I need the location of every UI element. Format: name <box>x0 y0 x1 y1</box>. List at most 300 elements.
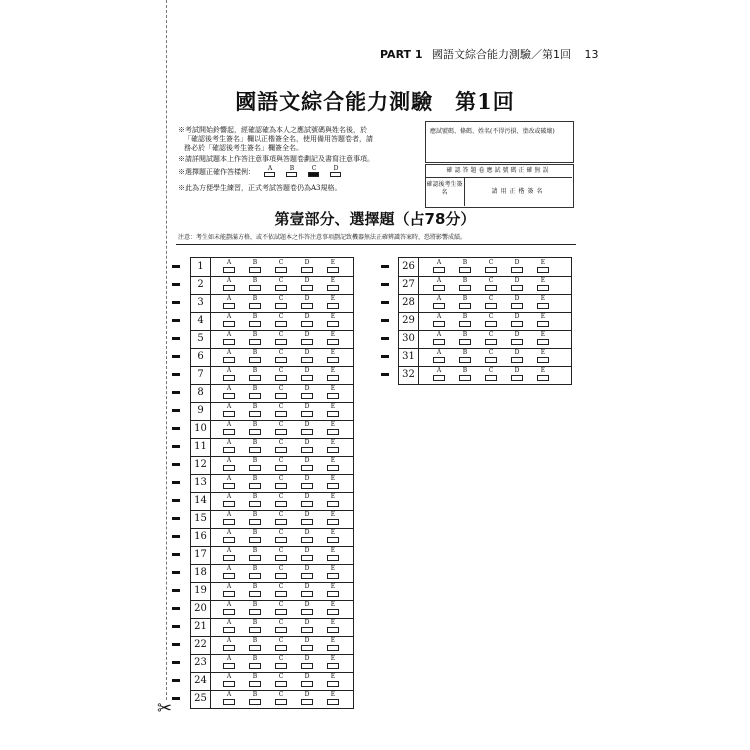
answer-bubble[interactable] <box>459 375 471 381</box>
answer-bubble[interactable] <box>249 303 261 309</box>
answer-bubble[interactable] <box>433 267 445 273</box>
answer-bubble[interactable] <box>327 591 339 597</box>
answer-option-b[interactable] <box>247 368 263 381</box>
answer-option-b[interactable] <box>247 422 263 435</box>
answer-bubble[interactable] <box>433 375 445 381</box>
answer-bubble[interactable] <box>275 339 287 345</box>
answer-bubble[interactable] <box>301 303 313 309</box>
answer-bubble[interactable] <box>485 375 497 381</box>
answer-bubble[interactable] <box>327 537 339 543</box>
answer-option-e[interactable] <box>325 332 341 345</box>
answer-bubble[interactable] <box>301 627 313 633</box>
answer-bubble[interactable] <box>301 321 313 327</box>
answer-option-d[interactable] <box>299 602 315 615</box>
answer-bubble[interactable] <box>223 321 235 327</box>
answer-option-a[interactable] <box>221 584 237 597</box>
answer-bubble[interactable] <box>327 429 339 435</box>
answer-bubble[interactable] <box>327 501 339 507</box>
answer-bubble[interactable] <box>275 519 287 525</box>
answer-option-c[interactable] <box>273 440 289 453</box>
answer-bubble[interactable] <box>249 267 261 273</box>
answer-option-d[interactable] <box>299 692 315 705</box>
answer-option-e[interactable] <box>325 350 341 363</box>
answer-option-d[interactable] <box>509 368 525 381</box>
answer-option-c[interactable] <box>273 386 289 399</box>
answer-bubble[interactable] <box>537 375 549 381</box>
answer-option-e[interactable] <box>325 296 341 309</box>
answer-bubble[interactable] <box>223 645 235 651</box>
answer-option-c[interactable] <box>273 296 289 309</box>
answer-option-c[interactable] <box>273 404 289 417</box>
answer-bubble[interactable] <box>275 483 287 489</box>
answer-bubble[interactable] <box>301 609 313 615</box>
answer-option-a[interactable] <box>221 674 237 687</box>
answer-bubble[interactable] <box>249 537 261 543</box>
answer-bubble[interactable] <box>275 609 287 615</box>
answer-bubble[interactable] <box>301 519 313 525</box>
answer-bubble[interactable] <box>301 573 313 579</box>
answer-option-c[interactable] <box>273 314 289 327</box>
answer-bubble[interactable] <box>327 285 339 291</box>
answer-option-b[interactable] <box>457 296 473 309</box>
answer-bubble[interactable] <box>537 321 549 327</box>
answer-option-a[interactable] <box>221 548 237 561</box>
answer-option-c[interactable] <box>273 332 289 345</box>
answer-option-a[interactable] <box>221 476 237 489</box>
answer-bubble[interactable] <box>275 645 287 651</box>
answer-bubble[interactable] <box>301 285 313 291</box>
answer-option-d[interactable] <box>299 530 315 543</box>
answer-bubble[interactable] <box>223 573 235 579</box>
answer-bubble[interactable] <box>301 447 313 453</box>
answer-bubble[interactable] <box>249 681 261 687</box>
answer-bubble[interactable] <box>223 267 235 273</box>
answer-option-e[interactable] <box>325 692 341 705</box>
answer-option-a[interactable] <box>221 260 237 273</box>
answer-option-b[interactable] <box>247 278 263 291</box>
answer-option-a[interactable] <box>431 260 447 273</box>
answer-bubble[interactable] <box>223 627 235 633</box>
answer-bubble[interactable] <box>275 681 287 687</box>
answer-option-b[interactable] <box>457 260 473 273</box>
answer-option-e[interactable] <box>535 368 551 381</box>
answer-bubble[interactable] <box>433 339 445 345</box>
answer-bubble[interactable] <box>223 555 235 561</box>
answer-bubble[interactable] <box>249 411 261 417</box>
answer-bubble[interactable] <box>485 357 497 363</box>
answer-bubble[interactable] <box>301 267 313 273</box>
answer-option-e[interactable] <box>325 386 341 399</box>
answer-option-c[interactable] <box>273 638 289 651</box>
answer-option-c[interactable] <box>483 350 499 363</box>
answer-option-d[interactable] <box>299 350 315 363</box>
answer-option-e[interactable] <box>325 404 341 417</box>
answer-option-c[interactable] <box>483 368 499 381</box>
answer-option-c[interactable] <box>273 692 289 705</box>
answer-bubble[interactable] <box>327 375 339 381</box>
answer-bubble[interactable] <box>223 663 235 669</box>
answer-option-b[interactable] <box>457 368 473 381</box>
answer-option-a[interactable] <box>221 458 237 471</box>
answer-option-d[interactable] <box>299 296 315 309</box>
answer-option-d[interactable] <box>299 386 315 399</box>
answer-bubble[interactable] <box>301 501 313 507</box>
answer-bubble[interactable] <box>249 699 261 705</box>
answer-bubble[interactable] <box>485 267 497 273</box>
answer-bubble[interactable] <box>275 447 287 453</box>
answer-option-c[interactable] <box>273 512 289 525</box>
answer-bubble[interactable] <box>223 411 235 417</box>
answer-option-a[interactable] <box>431 350 447 363</box>
answer-bubble[interactable] <box>275 375 287 381</box>
answer-option-b[interactable] <box>247 656 263 669</box>
answer-bubble[interactable] <box>327 465 339 471</box>
answer-bubble[interactable] <box>223 375 235 381</box>
answer-bubble[interactable] <box>433 321 445 327</box>
answer-bubble[interactable] <box>275 555 287 561</box>
answer-option-d[interactable] <box>299 368 315 381</box>
answer-option-e[interactable] <box>325 476 341 489</box>
answer-option-c[interactable] <box>273 458 289 471</box>
answer-option-e[interactable] <box>325 440 341 453</box>
answer-option-c[interactable] <box>273 368 289 381</box>
answer-bubble[interactable] <box>275 537 287 543</box>
answer-option-c[interactable] <box>483 314 499 327</box>
answer-bubble[interactable] <box>327 483 339 489</box>
answer-bubble[interactable] <box>275 501 287 507</box>
answer-bubble[interactable] <box>511 321 523 327</box>
answer-option-d[interactable] <box>509 314 525 327</box>
answer-bubble[interactable] <box>249 627 261 633</box>
answer-option-b[interactable] <box>247 404 263 417</box>
answer-bubble[interactable] <box>327 411 339 417</box>
answer-option-b[interactable] <box>457 350 473 363</box>
answer-bubble[interactable] <box>249 447 261 453</box>
answer-option-c[interactable] <box>483 260 499 273</box>
answer-bubble[interactable] <box>223 699 235 705</box>
answer-bubble[interactable] <box>301 483 313 489</box>
answer-option-c[interactable] <box>273 584 289 597</box>
answer-bubble[interactable] <box>223 483 235 489</box>
answer-option-b[interactable] <box>247 548 263 561</box>
answer-option-c[interactable] <box>273 260 289 273</box>
answer-bubble[interactable] <box>485 321 497 327</box>
answer-option-d[interactable] <box>299 440 315 453</box>
answer-bubble[interactable] <box>433 303 445 309</box>
answer-option-d[interactable] <box>299 494 315 507</box>
answer-option-c[interactable] <box>273 656 289 669</box>
answer-option-b[interactable] <box>247 692 263 705</box>
answer-bubble[interactable] <box>537 267 549 273</box>
answer-option-a[interactable] <box>221 620 237 633</box>
answer-option-d[interactable] <box>299 584 315 597</box>
answer-option-a[interactable] <box>221 602 237 615</box>
answer-bubble[interactable] <box>223 537 235 543</box>
answer-bubble[interactable] <box>327 339 339 345</box>
answer-option-b[interactable] <box>247 350 263 363</box>
answer-bubble[interactable] <box>485 285 497 291</box>
answer-option-a[interactable] <box>221 656 237 669</box>
answer-bubble[interactable] <box>249 609 261 615</box>
answer-option-b[interactable] <box>457 314 473 327</box>
answer-option-b[interactable] <box>247 512 263 525</box>
answer-bubble[interactable] <box>249 501 261 507</box>
answer-option-c[interactable] <box>483 278 499 291</box>
answer-option-c[interactable] <box>273 494 289 507</box>
answer-option-a[interactable] <box>431 296 447 309</box>
answer-option-c[interactable] <box>273 530 289 543</box>
answer-option-b[interactable] <box>457 332 473 345</box>
answer-bubble[interactable] <box>327 267 339 273</box>
answer-bubble[interactable] <box>223 303 235 309</box>
answer-bubble[interactable] <box>301 393 313 399</box>
answer-option-e[interactable] <box>325 260 341 273</box>
answer-bubble[interactable] <box>485 339 497 345</box>
answer-bubble[interactable] <box>459 285 471 291</box>
answer-bubble[interactable] <box>249 519 261 525</box>
answer-option-e[interactable] <box>535 332 551 345</box>
answer-bubble[interactable] <box>249 645 261 651</box>
answer-bubble[interactable] <box>249 339 261 345</box>
answer-option-d[interactable] <box>299 638 315 651</box>
answer-bubble[interactable] <box>275 573 287 579</box>
answer-bubble[interactable] <box>249 555 261 561</box>
answer-option-b[interactable] <box>247 638 263 651</box>
answer-option-d[interactable] <box>299 674 315 687</box>
answer-bubble[interactable] <box>485 303 497 309</box>
answer-option-c[interactable] <box>273 620 289 633</box>
answer-option-d[interactable] <box>509 260 525 273</box>
answer-option-c[interactable] <box>273 674 289 687</box>
answer-bubble[interactable] <box>301 465 313 471</box>
answer-option-b[interactable] <box>247 494 263 507</box>
answer-option-a[interactable] <box>221 332 237 345</box>
answer-bubble[interactable] <box>327 303 339 309</box>
answer-option-e[interactable] <box>325 314 341 327</box>
answer-option-c[interactable] <box>483 332 499 345</box>
answer-bubble[interactable] <box>327 357 339 363</box>
answer-option-c[interactable] <box>273 602 289 615</box>
answer-bubble[interactable] <box>537 357 549 363</box>
answer-bubble[interactable] <box>327 519 339 525</box>
answer-option-d[interactable] <box>299 566 315 579</box>
answer-bubble[interactable] <box>249 465 261 471</box>
answer-bubble[interactable] <box>511 285 523 291</box>
answer-option-c[interactable] <box>273 422 289 435</box>
answer-bubble[interactable] <box>301 681 313 687</box>
answer-bubble[interactable] <box>275 267 287 273</box>
answer-bubble[interactable] <box>223 591 235 597</box>
answer-bubble[interactable] <box>223 447 235 453</box>
answer-option-d[interactable] <box>299 314 315 327</box>
answer-bubble[interactable] <box>301 537 313 543</box>
answer-bubble[interactable] <box>223 519 235 525</box>
answer-bubble[interactable] <box>327 645 339 651</box>
answer-bubble[interactable] <box>301 699 313 705</box>
answer-option-e[interactable] <box>325 458 341 471</box>
answer-bubble[interactable] <box>223 465 235 471</box>
answer-bubble[interactable] <box>223 357 235 363</box>
answer-bubble[interactable] <box>301 555 313 561</box>
answer-bubble[interactable] <box>275 285 287 291</box>
answer-bubble[interactable] <box>301 591 313 597</box>
answer-option-d[interactable] <box>509 350 525 363</box>
answer-option-d[interactable] <box>299 278 315 291</box>
answer-option-e[interactable] <box>535 314 551 327</box>
answer-bubble[interactable] <box>223 501 235 507</box>
answer-bubble[interactable] <box>301 645 313 651</box>
answer-option-a[interactable] <box>221 404 237 417</box>
answer-bubble[interactable] <box>327 663 339 669</box>
answer-bubble[interactable] <box>537 285 549 291</box>
answer-option-a[interactable] <box>221 368 237 381</box>
answer-bubble[interactable] <box>249 591 261 597</box>
answer-option-a[interactable] <box>221 566 237 579</box>
answer-bubble[interactable] <box>249 321 261 327</box>
answer-option-a[interactable] <box>221 278 237 291</box>
answer-bubble[interactable] <box>223 285 235 291</box>
answer-option-b[interactable] <box>247 566 263 579</box>
answer-option-a[interactable] <box>431 368 447 381</box>
answer-option-b[interactable] <box>247 260 263 273</box>
answer-bubble[interactable] <box>249 393 261 399</box>
answer-option-e[interactable] <box>325 584 341 597</box>
answer-option-a[interactable] <box>221 296 237 309</box>
answer-option-d[interactable] <box>509 332 525 345</box>
answer-option-b[interactable] <box>247 620 263 633</box>
answer-option-d[interactable] <box>299 458 315 471</box>
answer-bubble[interactable] <box>327 555 339 561</box>
answer-bubble[interactable] <box>223 393 235 399</box>
answer-bubble[interactable] <box>275 627 287 633</box>
answer-option-a[interactable] <box>221 692 237 705</box>
answer-bubble[interactable] <box>327 627 339 633</box>
answer-option-d[interactable] <box>509 296 525 309</box>
answer-option-b[interactable] <box>247 530 263 543</box>
answer-bubble[interactable] <box>301 663 313 669</box>
answer-option-a[interactable] <box>221 512 237 525</box>
answer-option-a[interactable] <box>431 278 447 291</box>
answer-option-a[interactable] <box>431 314 447 327</box>
answer-option-c[interactable] <box>273 548 289 561</box>
answer-bubble[interactable] <box>275 393 287 399</box>
answer-option-e[interactable] <box>325 602 341 615</box>
answer-bubble[interactable] <box>249 573 261 579</box>
answer-option-a[interactable] <box>221 530 237 543</box>
answer-bubble[interactable] <box>301 375 313 381</box>
answer-bubble[interactable] <box>459 303 471 309</box>
answer-bubble[interactable] <box>327 447 339 453</box>
answer-bubble[interactable] <box>223 609 235 615</box>
answer-bubble[interactable] <box>511 339 523 345</box>
answer-option-e[interactable] <box>325 620 341 633</box>
answer-option-a[interactable] <box>431 332 447 345</box>
answer-bubble[interactable] <box>275 699 287 705</box>
answer-option-e[interactable] <box>325 566 341 579</box>
answer-option-b[interactable] <box>247 602 263 615</box>
answer-option-e[interactable] <box>325 656 341 669</box>
answer-bubble[interactable] <box>223 429 235 435</box>
answer-bubble[interactable] <box>511 375 523 381</box>
answer-option-e[interactable] <box>325 422 341 435</box>
answer-bubble[interactable] <box>249 357 261 363</box>
answer-option-c[interactable] <box>273 278 289 291</box>
answer-option-a[interactable] <box>221 314 237 327</box>
answer-option-e[interactable] <box>325 548 341 561</box>
answer-bubble[interactable] <box>275 429 287 435</box>
answer-bubble[interactable] <box>249 663 261 669</box>
answer-bubble[interactable] <box>327 609 339 615</box>
answer-bubble[interactable] <box>301 339 313 345</box>
answer-bubble[interactable] <box>275 591 287 597</box>
answer-bubble[interactable] <box>459 357 471 363</box>
answer-bubble[interactable] <box>275 411 287 417</box>
answer-option-c[interactable] <box>273 566 289 579</box>
answer-bubble[interactable] <box>511 357 523 363</box>
answer-option-e[interactable] <box>535 296 551 309</box>
answer-bubble[interactable] <box>275 321 287 327</box>
answer-option-c[interactable] <box>273 476 289 489</box>
answer-option-e[interactable] <box>535 278 551 291</box>
answer-bubble[interactable] <box>327 681 339 687</box>
answer-bubble[interactable] <box>327 573 339 579</box>
answer-bubble[interactable] <box>537 339 549 345</box>
answer-bubble[interactable] <box>275 663 287 669</box>
answer-bubble[interactable] <box>459 267 471 273</box>
answer-option-b[interactable] <box>247 584 263 597</box>
answer-option-a[interactable] <box>221 440 237 453</box>
answer-option-e[interactable] <box>325 512 341 525</box>
answer-option-a[interactable] <box>221 494 237 507</box>
answer-option-b[interactable] <box>457 278 473 291</box>
answer-bubble[interactable] <box>275 465 287 471</box>
answer-bubble[interactable] <box>249 429 261 435</box>
answer-bubble[interactable] <box>223 339 235 345</box>
answer-bubble[interactable] <box>223 681 235 687</box>
answer-bubble[interactable] <box>301 357 313 363</box>
answer-bubble[interactable] <box>275 357 287 363</box>
answer-option-a[interactable] <box>221 350 237 363</box>
answer-option-b[interactable] <box>247 386 263 399</box>
answer-option-a[interactable] <box>221 422 237 435</box>
answer-bubble[interactable] <box>511 303 523 309</box>
answer-bubble[interactable] <box>459 339 471 345</box>
answer-option-d[interactable] <box>299 656 315 669</box>
answer-bubble[interactable] <box>301 411 313 417</box>
answer-option-d[interactable] <box>299 422 315 435</box>
answer-option-e[interactable] <box>325 494 341 507</box>
answer-bubble[interactable] <box>433 357 445 363</box>
answer-bubble[interactable] <box>459 321 471 327</box>
answer-option-b[interactable] <box>247 296 263 309</box>
answer-option-d[interactable] <box>299 404 315 417</box>
answer-option-e[interactable] <box>535 260 551 273</box>
answer-option-d[interactable] <box>299 512 315 525</box>
answer-option-d[interactable] <box>299 476 315 489</box>
answer-option-b[interactable] <box>247 476 263 489</box>
answer-option-e[interactable] <box>535 350 551 363</box>
answer-option-d[interactable] <box>299 548 315 561</box>
answer-option-b[interactable] <box>247 440 263 453</box>
answer-bubble[interactable] <box>275 303 287 309</box>
answer-option-b[interactable] <box>247 314 263 327</box>
answer-option-a[interactable] <box>221 638 237 651</box>
answer-option-d[interactable] <box>299 620 315 633</box>
answer-bubble[interactable] <box>249 483 261 489</box>
answer-bubble[interactable] <box>327 699 339 705</box>
answer-bubble[interactable] <box>511 267 523 273</box>
answer-option-c[interactable] <box>483 296 499 309</box>
